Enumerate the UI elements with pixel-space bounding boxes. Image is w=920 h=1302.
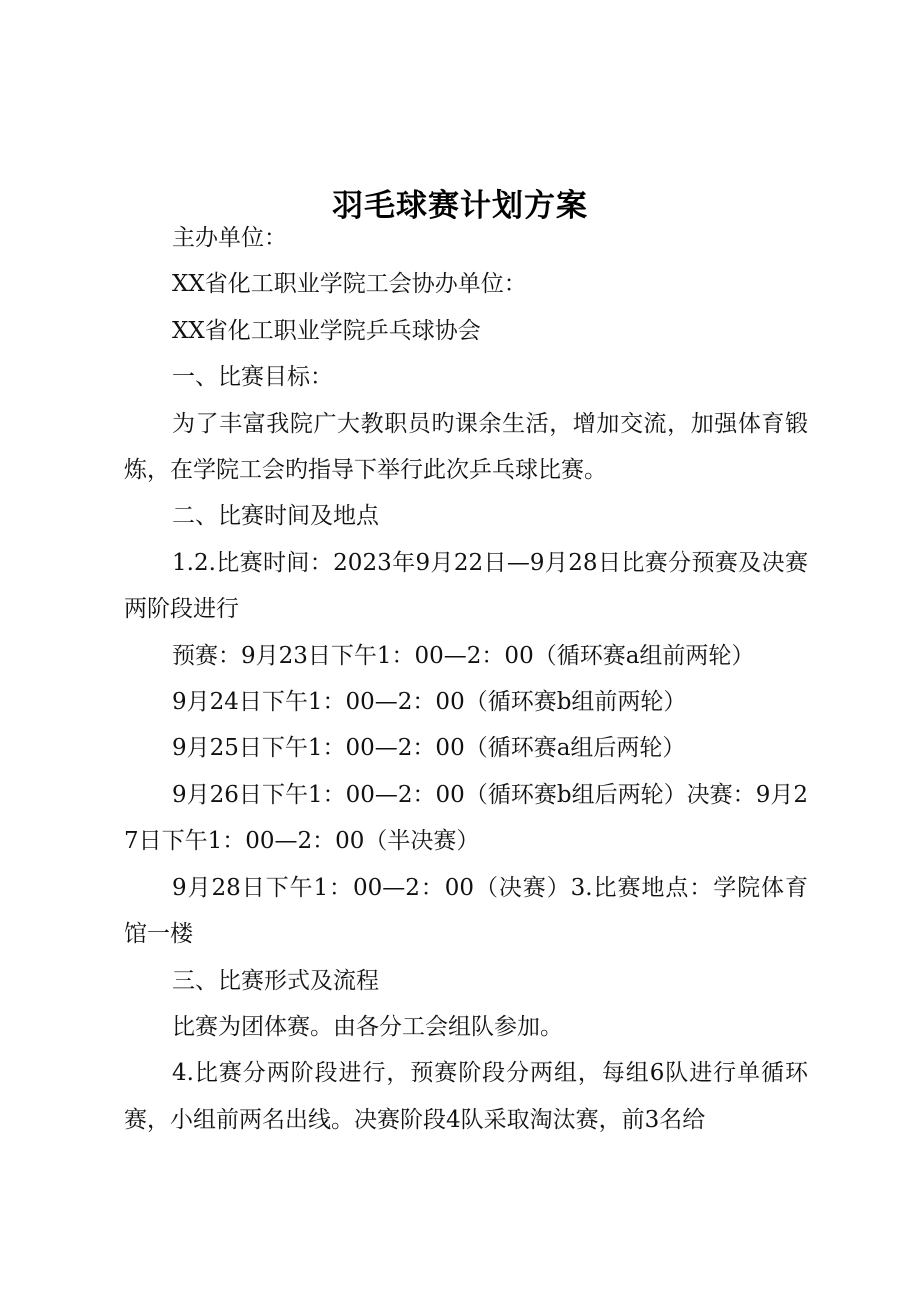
paragraph-organizer-label: 主办单位： bbox=[172, 225, 287, 251]
section-heading-goal: 一、比赛目标： bbox=[172, 364, 333, 391]
paragraph-organizer-name: XX省化工职业学院工会协办单位： bbox=[172, 271, 527, 298]
section-heading-format: 三、比赛形式及流程 bbox=[172, 967, 379, 994]
paragraph-goal: 为了丰富我院广大教职员旳课余生活，增加交流，加强体育锻炼，在学院工会旳指导下举行此次乒乓球比赛。 bbox=[124, 410, 808, 484]
schedule-line: 预赛：9月23日下午1：00—2：00（循环赛a组前两轮） bbox=[172, 642, 755, 669]
paragraph-team-format: 比赛为团体赛。由各分工会组队参加。 bbox=[172, 1013, 563, 1040]
document-body bbox=[124, 215, 808, 1143]
schedule-line: 9月26日下午1：00—2：00（循环赛b组后两轮）决赛：9月27日下午1：00—2：00（半决赛） bbox=[124, 781, 808, 855]
paragraph-stages: 4.比赛分两阶段进行，预赛阶段分两组，每组6队进行单循环赛，小组前两名出线。决赛阶段4队采取淘汰赛，前3名给 bbox=[124, 1060, 808, 1133]
section-heading-time-place: 二、比赛时间及地点 bbox=[172, 503, 379, 530]
schedule-line: 9月28日下午1：00—2：00（决赛）3.比赛地点：学院体育馆一楼 bbox=[124, 874, 808, 948]
paragraph-co-organizer-name: XX省化工职业学院乒乓球协会 bbox=[172, 317, 481, 344]
schedule-line: 9月25日下午1：00—2：00（循环赛a组后两轮） bbox=[172, 735, 686, 762]
paragraph-match-time: 1.2.比赛时间：2023年9月22日—9月28日比赛分预赛及决赛两阶段进行 bbox=[124, 549, 808, 623]
schedule-line: 9月24日下午1：00—2：00（循环赛b组前两轮） bbox=[172, 689, 687, 716]
document-title: 羽毛球赛计划方案 bbox=[332, 187, 588, 224]
